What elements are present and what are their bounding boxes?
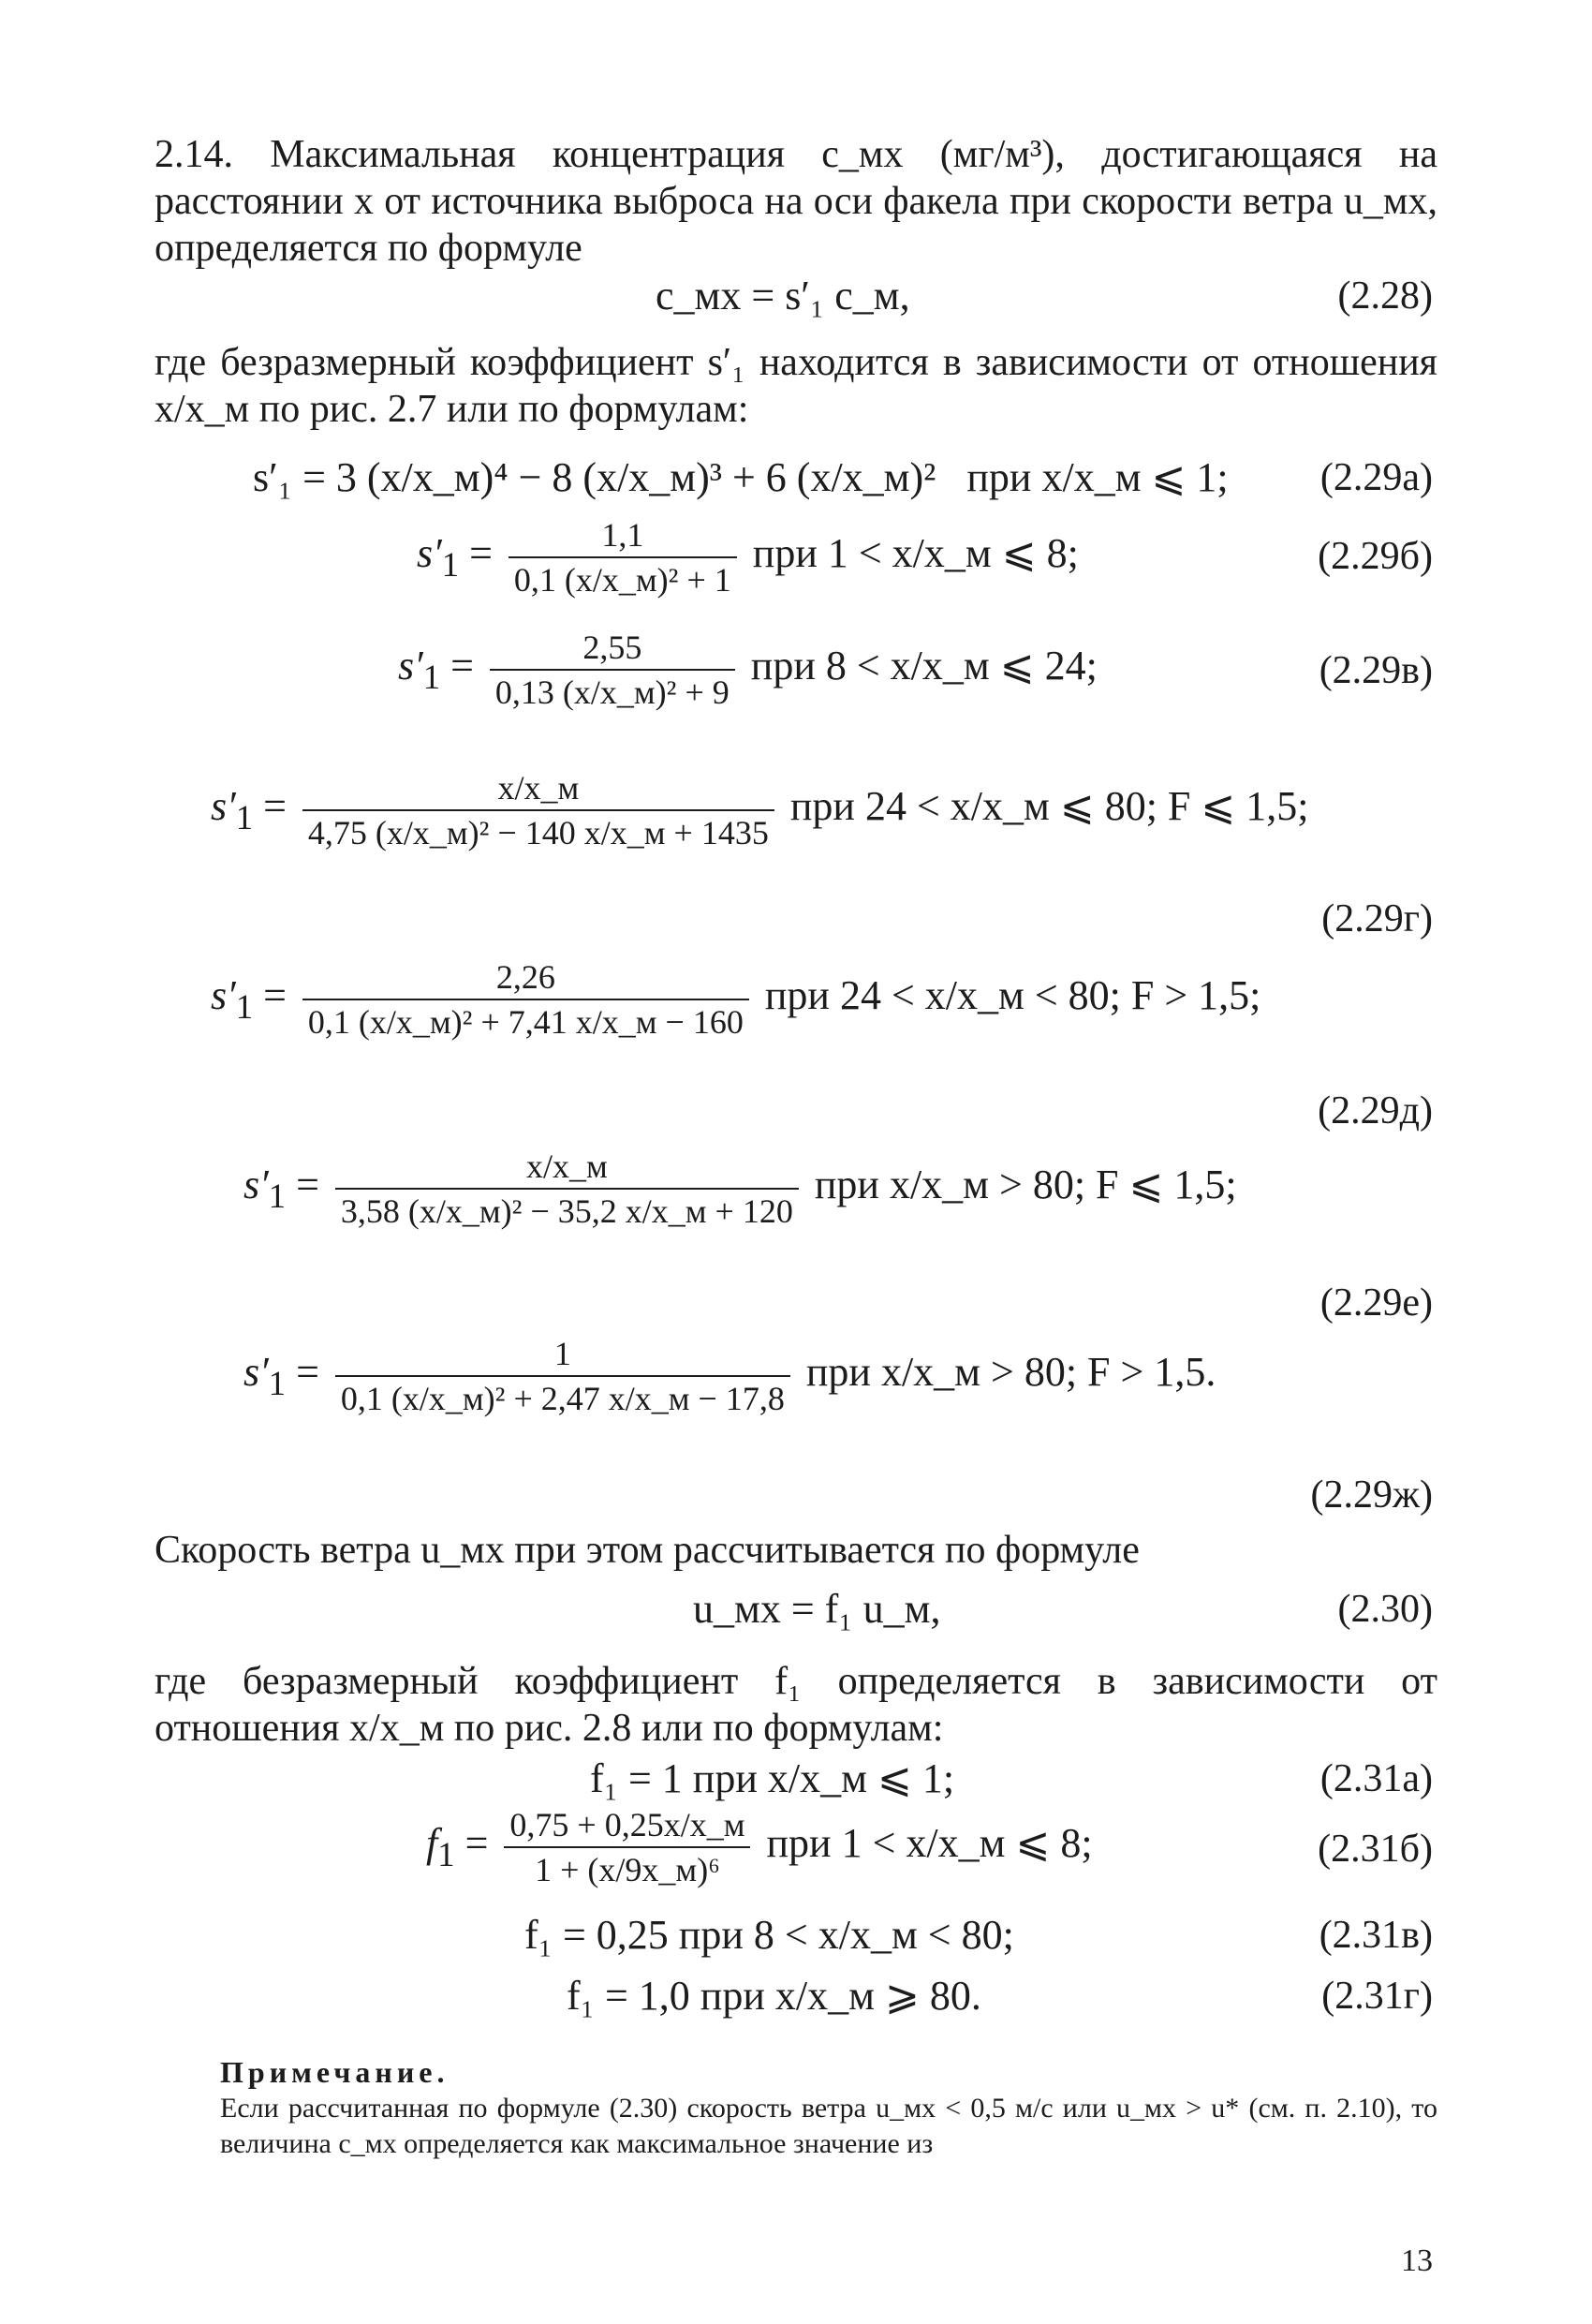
equation-number-2-31a: (2.31а) [1319,1757,1433,1800]
fraction-numerator: 1 [553,1335,571,1372]
equation-number-2-29d: (2.29д) [1318,1089,1433,1132]
fraction-numerator: 1,1 [601,516,644,554]
fraction-2-29b [509,513,737,601]
equation-2-29g-condition: при 24 < x/x_м ⩽ 80; F ⩽ 1,5; [789,783,1309,830]
equation-2-29e-condition: при x/x_м > 80; F ⩽ 1,5; [814,1162,1237,1208]
fraction-denominator: 0,1 (x/x_м)² + 7,41 x/x_м − 160 [302,999,749,1044]
equation-2-29a [253,453,1229,502]
fraction-2-29e [335,1145,799,1233]
equation-2-29a-expr: s′₁ = 3 (x/x_м)⁴ − 8 (x/x_м)³ + 6 (x/x_м)² [253,454,936,500]
equation-2-31a: f₁ = 1 при x/x_м ⩽ 1; [590,1755,955,1801]
equation-number-2-29e: (2.29е) [1319,1281,1433,1325]
fraction-denominator: 0,1 (x/x_м)² + 1 [509,556,737,601]
equation-2-28: c_мх = s′₁ c_м, [656,273,910,318]
equation-2-31b-condition: при 1 < x/x_м ⩽ 8; [766,1820,1093,1867]
fraction-2-29v [490,626,735,714]
equation-2-29b: $s'_1$ = $\frac{1,1}{\text{0,1 (x/x\_м)² + 1}}$ при 1 < x/x_м ⩽ 8; [417,513,1079,601]
equation-2-29b-condition: при 1 < x/x_м ⩽ 8; [752,530,1079,577]
page-number: 13 [1401,2243,1433,2278]
equation-number-2-29v: (2.29в) [1319,649,1433,692]
equation-2-31b: $f_1$ = $\frac{0,75 + 0,25x/x\_м}{\text{1 + (x/9x\_м)⁶}}$ при 1 < x/x_м ⩽ 8; [426,1803,1093,1891]
paragraph-f1-definition: где безразмерный коэффициент f₁ определяется в зависимости от отношения x/x_м по рис. 2.8 или по формулам: [155,1660,1437,1750]
equation-2-29zh-condition: при x/x_м > 80; F > 1,5. [805,1349,1216,1396]
fraction-denominator: 0,1 (x/x_м)² + 2,47 x/x_м − 17,8 [335,1375,790,1420]
equation-2-29d: $s'_1$ = $\frac{2,26}{\text{0,1 (x/x\_м)² + 7,41 x/x\_м − 160}}$ при 24 < x/x_м < 80; F > 1,5; [211,955,1260,1044]
equation-2-29g: $s'_1$ = $\frac{x/x\_м}{\text{4,75 (x/x\_м)² − 140 x/x\_м + 1435}}$ при 24 < x/x_м ⩽ 80; F ⩽ 1,5; [211,766,1309,854]
fraction-denominator: 0,13 (x/x_м)² + 9 [490,669,735,714]
equation-number-2-29a: (2.29а) [1319,456,1433,499]
equation-2-31g: f₁ = 1,0 при x/x_м ⩾ 80. [567,1973,981,2019]
equation-number-2-29b: (2.29б) [1318,535,1433,578]
equation-number-2-29g: (2.29г) [1321,897,1433,940]
equation-2-29v-condition: при 8 < x/x_м ⩽ 24; [750,643,1098,689]
equation-number-2-28: (2.28) [1337,274,1433,318]
fraction-denominator: 1 + (x/9x_м)⁶ [504,1846,750,1891]
equation-2-29d-condition: при 24 < x/x_м < 80; F > 1,5; [764,972,1261,1019]
equation-2-29zh: $s'_1$ = $\frac{1}{\text{0,1 (x/x\_м)² + 2,47 x/x\_м − 17,8}}$ при x/x_м > 80; F > 1,5. [243,1332,1216,1420]
note-title: Примечание. [220,2055,450,2089]
equation-number-2-31v: (2.31в) [1319,1914,1433,1957]
equation-number-2-29zh: (2.29ж) [1310,1473,1433,1517]
paragraph-s1-definition: где безразмерный коэффициент s′₁ находится в зависимости от отношения x/x_м по рис. 2.7 или по формулам: [155,341,1437,431]
fraction-2-31b [504,1803,750,1891]
paragraph-2-14: 2.14. Максимальная концентрация c_мх (мг/м³), достигающаяся на расстоянии x от источника выброса на оси факела при скорости ветра u_мх, определяется по формуле [155,133,1437,270]
equation-2-29v: $s'_1$ = $\frac{2,55}{\text{0,13 (x/x\_м)² + 9}}$ при 8 < x/x_м ⩽ 24; [398,626,1098,714]
paragraph-wind-speed: Скорость ветра u_мх при этом рассчитывается по формуле [155,1529,1140,1572]
equation-2-29e: $s'_1$ = $\frac{x/x\_м}{\text{3,58 (x/x\_м)² − 35,2 x/x\_м + 120}}$ при x/x_м > 80; F ⩽ 1,5; [243,1145,1237,1233]
fraction-2-29d [302,955,749,1044]
equation-2-30: u_мх = f₁ u_м, [693,1586,941,1632]
equation-2-31v: f₁ = 0,25 при 8 < x/x_м < 80; [524,1912,1014,1958]
note-text: Если рассчитанная по формуле (2.30) скорость ветра u_мх < 0,5 м/с или u_мх > u* (см. п. 2.10), то величина c_мх определяется как максимальное значение из [220,2093,1437,2159]
fraction-2-29g [302,766,774,854]
fraction-numerator: 2,55 [582,629,642,666]
fraction-numerator: x/x_м [497,769,580,807]
fraction-2-29zh [335,1332,790,1420]
fraction-numerator: x/x_м [525,1147,608,1185]
equation-number-2-31b: (2.31б) [1318,1828,1433,1871]
fraction-numerator: 0,75 + 0,25x/x_м [509,1806,745,1843]
fraction-denominator: 3,58 (x/x_м)² − 35,2 x/x_м + 120 [335,1188,799,1233]
equation-2-29a-condition: при x/x_м ⩽ 1; [966,454,1229,500]
equation-number-2-30: (2.30) [1337,1588,1433,1631]
fraction-numerator: 2,26 [495,958,555,996]
fraction-denominator: 4,75 (x/x_м)² − 140 x/x_м + 1435 [302,809,774,854]
equation-number-2-31g: (2.31г) [1321,1975,1433,2018]
